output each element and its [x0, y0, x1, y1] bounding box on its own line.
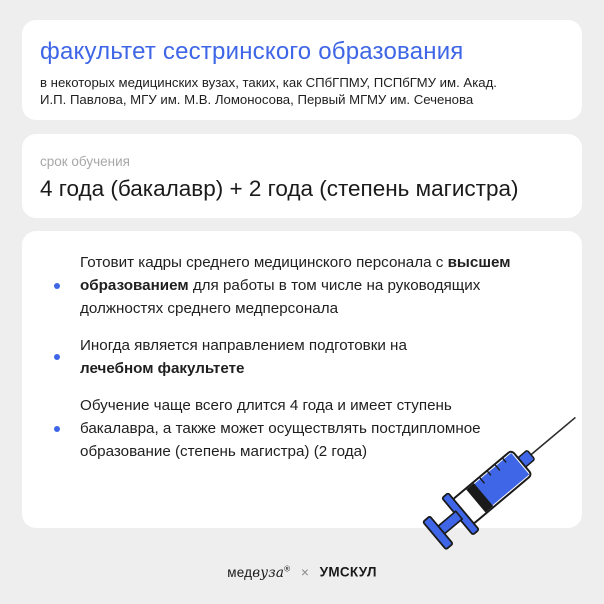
bullet-dot-icon: [54, 354, 60, 360]
item2-pre: Иногда является направлением подготовки на: [80, 337, 407, 354]
bullet-dot-icon: [54, 283, 60, 289]
item1-post: для работы в том числе на руководящих должностях среднего медперсонала: [80, 277, 481, 317]
brand-medvuza-logo: медвуза®: [227, 564, 291, 581]
faculty-subtitle-line2: И.П. Павлова, МГУ им. М.В. Ломоносова, Первый МГМУ им. Сеченова: [40, 91, 474, 107]
syringe-icon: [418, 394, 598, 554]
faculty-title: факультет сестринского образования: [40, 38, 464, 65]
faculty-card: [22, 20, 582, 120]
list-item: [40, 251, 550, 320]
item1-bold: высшем образованием: [80, 254, 511, 294]
item1-pre: Готовит кадры среднего медицинского персонала с: [80, 254, 448, 271]
footer-brands: [0, 564, 604, 581]
list-item: [40, 334, 410, 380]
item3-text: Обучение чаще всего длится 4 года и имеет ступень бакалавра, а также может осуществлять постдипломное образование (степень магистра) (2 года): [80, 397, 481, 460]
duration-label: срок обучения: [40, 154, 130, 169]
duration-value: 4 года (бакалавр) + 2 года (степень магистра): [40, 176, 519, 201]
brand-umskul-logo: УМСКУЛ: [319, 564, 377, 580]
bullet-dot-icon: [54, 426, 60, 432]
separator: ×: [300, 564, 309, 580]
faculty-subtitle-line1: в некоторых медицинских вузах, таких, как СПбГПМУ, ПСПбГМУ им. Акад.: [40, 74, 497, 90]
duration-card: [22, 134, 582, 218]
faculty-subtitle: [40, 74, 564, 108]
item2-bold: лечебном факультете: [80, 360, 245, 377]
